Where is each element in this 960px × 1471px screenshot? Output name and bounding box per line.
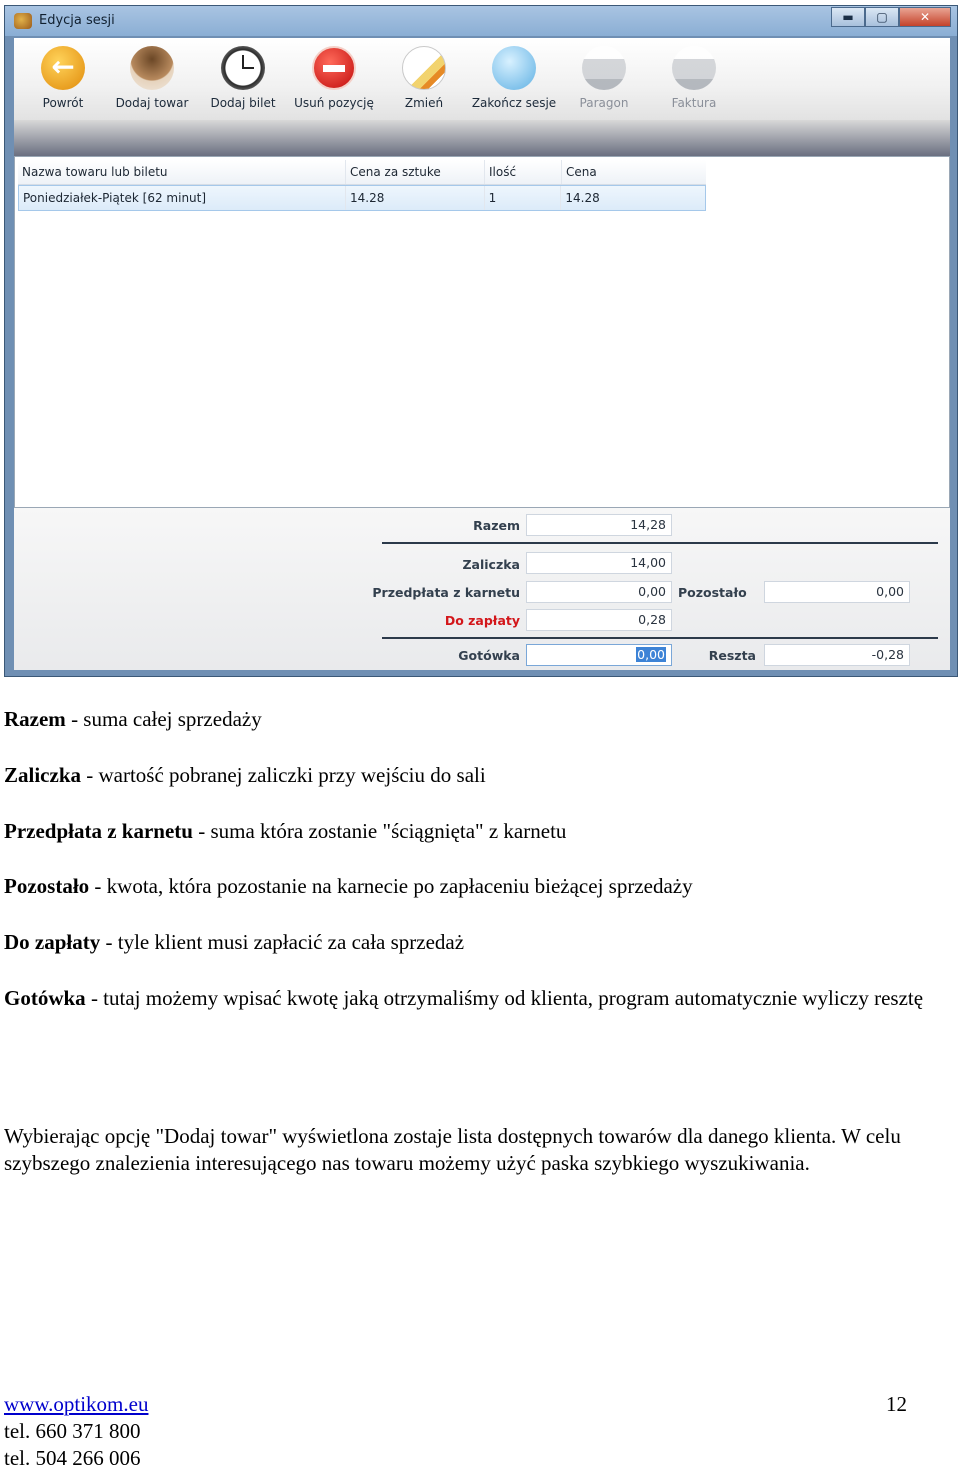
- separator: [382, 542, 938, 544]
- definition: - wartość pobranej zaliczki przy wejściu do sali: [81, 763, 486, 787]
- add-product-button[interactable]: [109, 46, 195, 110]
- edit-pencil-icon: [402, 46, 446, 90]
- phone-1: tel. 660 371 800: [4, 1419, 141, 1443]
- pozostalo-field: 0,00: [764, 581, 910, 603]
- definition: - tyle klient musi zapłacić za cała sprzedaż: [100, 930, 465, 954]
- razem-field: 14,28: [526, 514, 672, 536]
- toolbar-separator: [14, 120, 950, 156]
- gotowka-input[interactable]: [526, 644, 672, 666]
- window-title: Edycja sesji: [39, 13, 115, 28]
- minimize-button[interactable]: ▬: [831, 7, 865, 27]
- body-paragraph: Wybierając opcję "Dodaj towar" wyświetlona zostaje lista dostępnych towarów dla danego klienta. W celu szybszego znalezienia interesującego nas towaru możemy użyć paska szybkiego wyszukiwania.: [4, 1124, 901, 1175]
- items-table: [18, 160, 706, 211]
- column-header[interactable]: Cena za sztuke: [346, 160, 485, 184]
- term: Gotówka: [4, 986, 86, 1010]
- zaliczka-label: Zaliczka: [462, 557, 520, 572]
- invoice-label: Faktura: [671, 96, 717, 110]
- description-pozostalo: [4, 873, 924, 900]
- term: Przedpłata z karnetu: [4, 819, 193, 843]
- description-do-zaplaty: [4, 929, 924, 956]
- gotowka-value: 0,00: [637, 647, 665, 662]
- definition: - tutaj możemy wpisać kwotę jaką otrzymaliśmy od klienta, program automatycznie wyliczy resztę: [85, 986, 924, 1010]
- receipt-label: Paragon: [579, 96, 629, 110]
- title-bar: [5, 6, 957, 36]
- table-cell: 14.28: [565, 191, 600, 205]
- website-link[interactable]: www.optikom.eu: [4, 1392, 149, 1416]
- term: Zaliczka: [4, 763, 81, 787]
- table-cell: 14.28: [346, 186, 485, 210]
- table-row[interactable]: [18, 185, 706, 211]
- back-button-label: Powrót: [42, 96, 84, 110]
- remove-item-label: Usuń pozycję: [294, 96, 374, 110]
- speech-bubble-icon: [492, 46, 536, 90]
- table-cell: Poniedziałek-Piątek [62 minut]: [19, 186, 346, 210]
- definition: - kwota, która pozostanie na karnecie po zapłaceniu bieżącej sprzedaży: [89, 874, 693, 898]
- description-przedplata: [4, 818, 924, 845]
- do-zaplaty-field: 0,28: [526, 609, 672, 631]
- table-header: [18, 160, 706, 185]
- items-panel: [14, 156, 950, 508]
- invoice-button[interactable]: [651, 46, 737, 110]
- close-button[interactable]: ✕: [899, 7, 951, 27]
- back-arrow-icon: [41, 46, 85, 90]
- reszta-label: Reszta: [708, 648, 756, 663]
- razem-label: Razem: [473, 518, 520, 533]
- add-ticket-button[interactable]: [200, 46, 286, 110]
- table-cell: 1: [485, 186, 562, 210]
- definition: - suma całej sprzedaży: [65, 707, 262, 731]
- definition: - suma która zostanie "ściągnięta" z karnetu: [192, 819, 567, 843]
- page-number: 12: [886, 1392, 907, 1416]
- window-controls: [831, 7, 951, 27]
- add-product-label: Dodaj towar: [115, 96, 189, 110]
- printer-icon: [672, 46, 716, 90]
- column-header[interactable]: Ilość: [485, 160, 562, 184]
- change-button[interactable]: [381, 46, 467, 110]
- coffee-cup-icon: [130, 46, 174, 90]
- column-header[interactable]: Nazwa towaru lub biletu: [18, 160, 346, 184]
- phone-2: tel. 504 266 006: [4, 1446, 141, 1470]
- column-header[interactable]: Cena: [566, 165, 597, 179]
- toolbar: [14, 38, 950, 120]
- przedplata-field: 0,00: [526, 581, 672, 603]
- description-gotowka: [4, 985, 924, 1012]
- back-button[interactable]: [20, 46, 106, 110]
- change-label: Zmień: [404, 96, 444, 110]
- przedplata-label: Przedpłata z karnetu: [372, 585, 520, 600]
- zaliczka-field: 14,00: [526, 552, 672, 574]
- do-zaplaty-label: Do zapłaty: [444, 613, 520, 628]
- app-icon: [14, 13, 32, 29]
- term: Pozostało: [4, 874, 90, 898]
- clock-icon: [221, 46, 265, 90]
- app-window: [4, 5, 958, 677]
- end-session-button[interactable]: [471, 46, 557, 110]
- reszta-field: -0,28: [764, 644, 910, 666]
- remove-item-button[interactable]: [291, 46, 377, 110]
- receipt-button[interactable]: [561, 46, 647, 110]
- description-razem: [4, 706, 924, 733]
- pozostalo-label: Pozostało: [678, 585, 747, 600]
- term: Do zapłaty: [4, 930, 101, 954]
- stop-icon: [312, 46, 356, 90]
- gotowka-label: Gotówka: [458, 648, 520, 663]
- term: Razem: [4, 707, 66, 731]
- end-session-label: Zakończ sesje: [471, 96, 557, 110]
- maximize-button[interactable]: ▢: [865, 7, 899, 27]
- printer-icon: [582, 46, 626, 90]
- add-ticket-label: Dodaj bilet: [210, 96, 276, 110]
- summary-panel: [14, 508, 950, 670]
- description-zaliczka: [4, 762, 924, 789]
- separator: [382, 637, 938, 639]
